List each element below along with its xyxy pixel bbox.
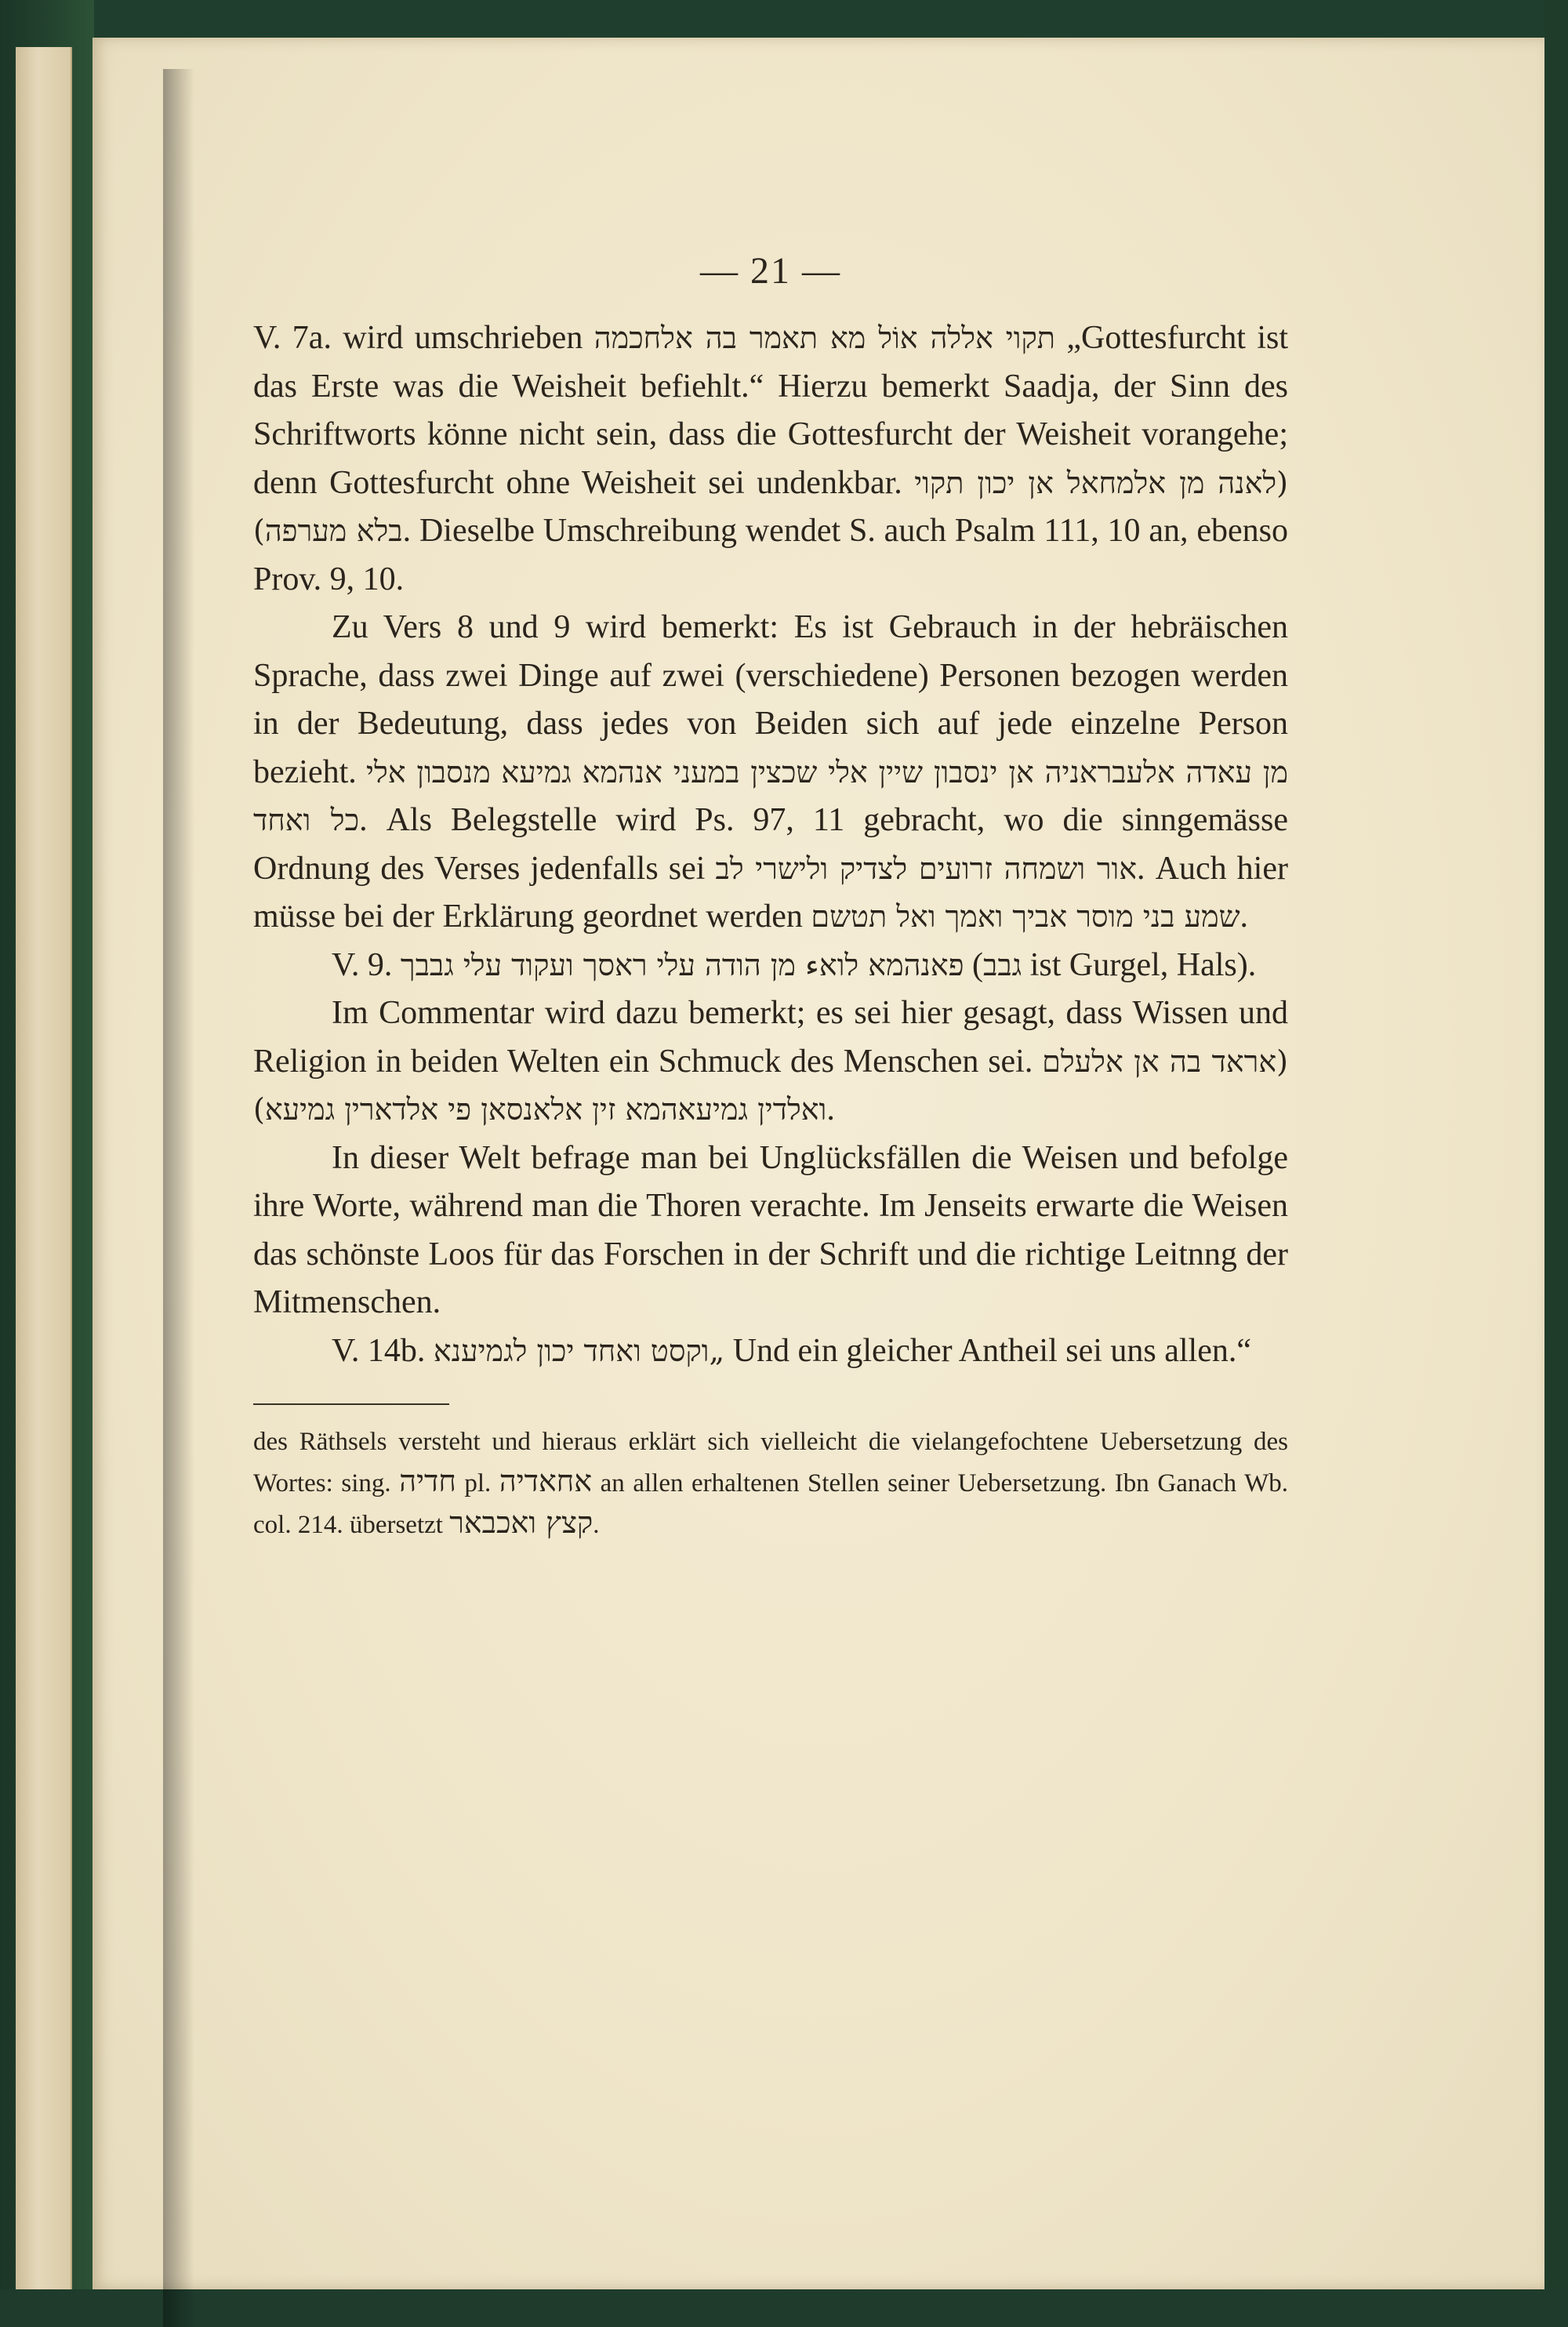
body-text: (	[964, 946, 984, 983]
body-text: Im Commentar wird dazu bemerkt; es sei hier gesagt, dass Wissen und Religion in beiden Welten ein Schmuck des Menschen sei.	[253, 995, 1288, 1080]
hebrew-text: פאנהמא לואء מן הודה עלי ראסך ועקוד עלי גבבך	[400, 947, 964, 982]
body-text: „Gottesfurcht ist das Erste was die Weisheit befiehlt.“ Hierzu bemerkt Saadja, der Sinn des Schriftworts könne nicht sein, dass die Gottesfurcht der Weisheit vorangehe; denn Gottesfurcht ohne Weisheit sei undenkbar.	[253, 320, 1288, 501]
body-text: . Als Belegstelle wird Ps. 97, 11 gebracht, wo die sinngemässe Ordnung des Verses jedenfalls sei	[253, 802, 1288, 887]
hebrew-text: (לאנה מן אלמחאל אן יכון תקוי בלא מערפה)	[253, 465, 1288, 548]
hebrew-text: אור ושמחה זרועים לצדיק ולישרי לב	[715, 851, 1138, 886]
book-cover-right	[1544, 0, 1568, 2289]
paragraph	[253, 314, 1288, 604]
body-text: V. 7a. wird umschrieben	[253, 320, 594, 356]
body-text: ist Gurgel, Hals).	[1022, 946, 1257, 983]
body-text: .	[1240, 898, 1249, 935]
body-text: In dieser Welt befrage man bei Unglücksfällen die Weisen und befolge ihre Worte, während man die Thoren verachte. Im Jenseits erwarte die Weisen das schönste Loos für das Forschen in der Schrift und die richtige Leitnng der Mitmenschen.	[253, 1139, 1288, 1320]
paragraph	[253, 1134, 1288, 1327]
hebrew-text: גבב	[983, 947, 1022, 982]
body-text: V. 14b.	[332, 1332, 434, 1369]
paragraph	[253, 989, 1288, 1134]
body-text: Und ein gleicher Antheil sei uns allen.“	[724, 1332, 1252, 1369]
book-cover-top	[0, 0, 1568, 38]
footnote-rule	[253, 1403, 449, 1405]
body-text: Zu Vers 8 und 9 wird bemerkt: Es ist Gebrauch in der hebräischen Sprache, dass zwei Dinge auf zwei (verschiedene) Personen bezogen werden in der Bedeutung, dass jedes von Beiden sich auf jede einzelne Person bezieht.	[253, 609, 1288, 790]
body-text: des Räthsels versteht und hieraus erklärt sich vielleicht die vielangefochtene Uebersetzung des Wortes: sing.	[253, 1428, 1288, 1497]
hebrew-text: מן עאדה אלעבראניה אן ינסבון שיין אלי שכצין במעני אנהמא גמיעא מנסבון אלי כל ואחד	[253, 754, 1288, 837]
hebrew-text: שמע בני מוסר אביך ואמך ואל תטשם	[811, 899, 1240, 934]
hebrew-text: (אראד בה אן אלעלם ואלדין גמיעאהמא זין אלאנסאן פי אלדארין גמיעא)	[253, 1044, 1288, 1127]
paragraph	[253, 604, 1288, 942]
previous-page-edge	[16, 47, 72, 2289]
body-text: .	[826, 1091, 835, 1127]
hebrew-text: אחאדיה	[499, 1464, 593, 1498]
body-text: . Dieselbe Umschreibung wendet S. auch Psalm 111, 10 an, ebenso Prov. 9, 10.	[253, 513, 1288, 597]
body-text: an allen erhaltenen Stellen seiner Uebersetzung. Ibn Ganach Wb. col. 214. übersetzt	[253, 1469, 1288, 1539]
footnote	[253, 1422, 1288, 1545]
text-block	[253, 249, 1288, 1545]
body-text: pl.	[456, 1469, 499, 1497]
hebrew-text: חדיה	[399, 1464, 456, 1498]
book-page	[93, 38, 1544, 2289]
page-number: — 21 —	[700, 250, 841, 292]
hebrew-text: „וקסט ואחד יכון לגמיענא	[433, 1333, 725, 1368]
paragraph	[253, 942, 1288, 990]
body-text: . Auch hier müsse bei der Erklärung geordnet werden	[253, 850, 1288, 935]
hebrew-text: קצץ ואכבאר	[449, 1505, 593, 1540]
body-text: V. 9.	[332, 946, 401, 983]
gutter-shadow	[163, 69, 194, 2327]
hebrew-text: תקוי אללה אוֹל מא תאמר בה אלחכמה	[593, 321, 1055, 355]
paragraph	[253, 1327, 1288, 1376]
body-text: .	[593, 1511, 600, 1539]
